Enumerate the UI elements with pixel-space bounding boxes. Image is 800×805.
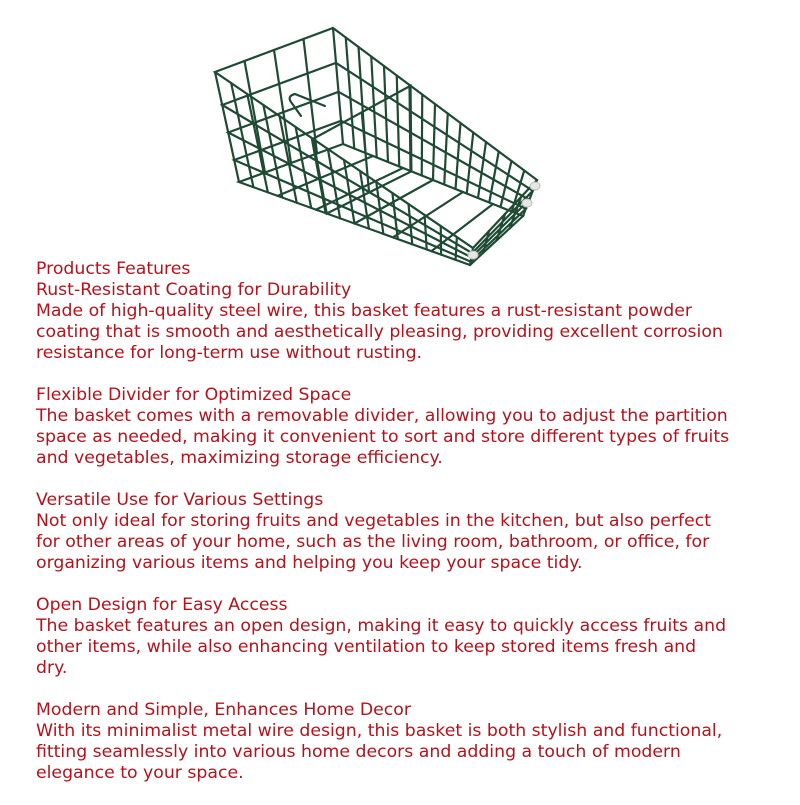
feature-desc-line: space as needed, making it convenient to sort and store different types of fruits <box>36 427 786 448</box>
feature-desc-line: Not only ideal for storing fruits and vegetables in the kitchen, but also perfect <box>36 511 786 532</box>
feature-desc-line: The basket comes with a removable divider, allowing you to adjust the partition <box>36 406 786 427</box>
features-heading: Products Features <box>36 259 786 280</box>
feature-desc-line: fitting seamlessly into various home decors and adding a touch of modern <box>36 742 786 763</box>
feature-desc-line: The basket features an open design, making it easy to quickly access fruits and <box>36 616 786 637</box>
basket-ring <box>234 121 526 262</box>
wire-basket-image <box>205 20 565 270</box>
basket-wire <box>456 123 461 189</box>
features-block-3 <box>36 595 786 679</box>
feature-desc-line: other items, while also enhancing ventilation to keep stored items fresh and <box>36 637 786 658</box>
feature-desc-line: dry. <box>36 658 786 679</box>
feature-desc-line: Made of high-quality steel wire, this basket features a rust-resistant powder <box>36 301 786 322</box>
basket-wire <box>444 114 448 185</box>
basket-wire <box>346 38 355 149</box>
features-block-2 <box>36 490 786 574</box>
basket-wire <box>397 76 400 167</box>
features-block-0 <box>36 259 786 364</box>
features-block-1 <box>36 385 786 469</box>
feature-title-rust-resistant: Rust-Resistant Coating for Durability <box>36 280 786 301</box>
feature-desc-line: for other areas of your home, such as the living room, bathroom, or office, for <box>36 532 786 553</box>
feature-desc-line: organizing various items and helping you keep your space tidy. <box>36 553 786 574</box>
basket-corner-post <box>215 72 239 182</box>
basket-wire <box>274 50 291 163</box>
features-text <box>36 259 786 805</box>
basket-wire <box>433 104 435 180</box>
feature-title-open-design: Open Design for Easy Access <box>36 595 786 616</box>
basket-wire <box>425 215 427 249</box>
basket-wire <box>422 95 423 176</box>
basket-handle <box>290 94 325 116</box>
basket-foot <box>468 251 478 259</box>
features-block-4 <box>36 700 786 784</box>
feature-title-flexible-divider: Flexible Divider for Optimized Space <box>36 385 786 406</box>
basket-foot <box>530 182 540 190</box>
feature-desc-line: With its minimalist metal wire design, this basket is both stylish and functional, <box>36 721 786 742</box>
feature-title-versatile-use: Versatile Use for Various Settings <box>36 490 786 511</box>
basket-base-wire <box>393 192 463 237</box>
basket-foot <box>522 199 532 207</box>
feature-desc-line: and vegetables, maximizing storage efficiency. <box>36 448 786 469</box>
feature-title-modern-simple: Modern and Simple, Enhances Home Decor <box>36 700 786 721</box>
feature-desc-line: coating that is smooth and aesthetically pleasing, providing excellent corrosion <box>36 322 786 343</box>
basket-wire <box>384 66 388 162</box>
feature-desc-line: resistance for long-term use without rusting. <box>36 343 786 364</box>
feature-desc-line: elegance to your space. <box>36 763 786 784</box>
